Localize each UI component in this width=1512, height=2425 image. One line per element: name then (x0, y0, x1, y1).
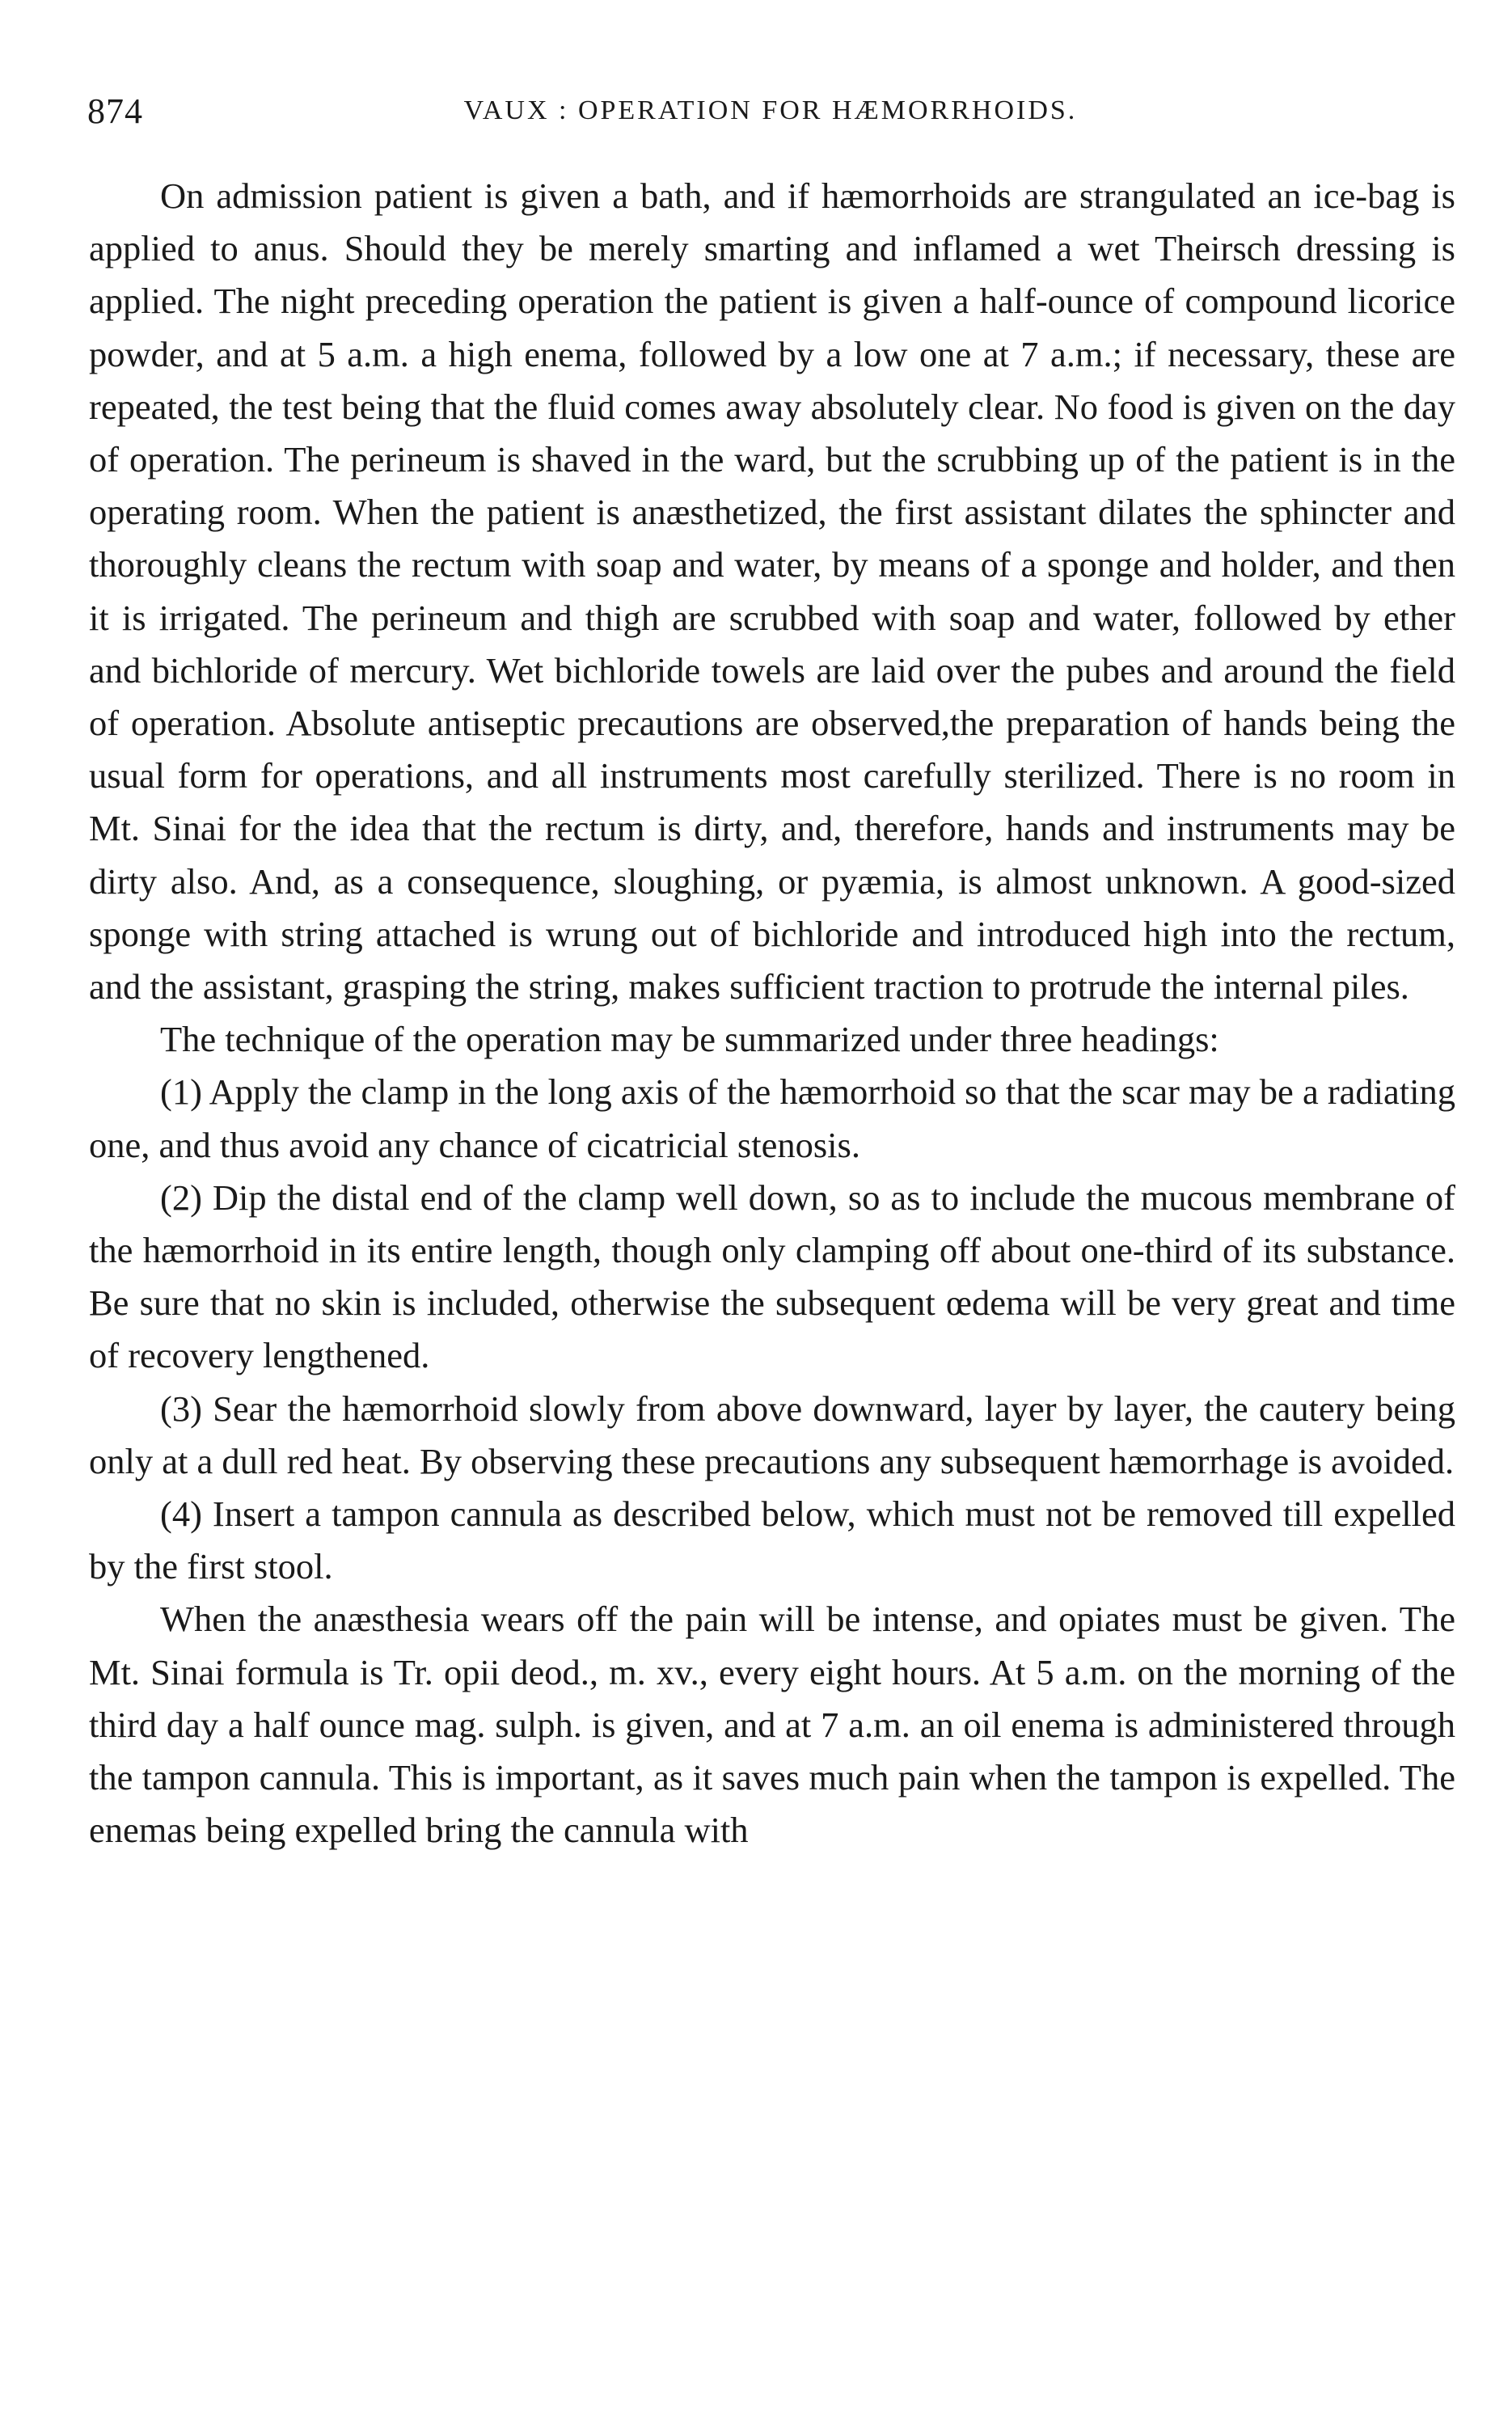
page-number: 874 (87, 91, 143, 131)
body-text (89, 170, 1455, 1857)
paragraph-step-2: (2) Dip the distal end of the clamp well down, so as to include the mucous membrane of the hæmorrhoid in its entire length, though only clamping off about one-third of its substance. Be sure that no skin is included, otherwise the subsequent œdema will be very great and time of recovery lengthened. (89, 1177, 1455, 1376)
paragraph-step-4: (4) Insert a tampon cannula as described below, which must not be removed till expelled by the first stool. (89, 1493, 1455, 1587)
paragraph-step-3: (3) Sear the hæmorrhoid slowly from above downward, layer by layer, the cautery being only at a dull red heat. By observing these precautions any subsequent hæmorrhage is avoided. (89, 1388, 1455, 1481)
running-head: VAUX : OPERATION FOR HÆMORRHOIDS. (463, 95, 1078, 125)
paragraph-technique-intro: The technique of the operation may be summarized under three headings: (160, 1019, 1219, 1060)
paragraph-admission-preparation: On admission patient is given a bath, and if hæmorrhoids are strangulated an ice-bag is applied to anus. Should they be merely smarting and inflamed a wet Theirsch dressing is applied. The night preceding operation the patient is given a half-ounce of compound licorice powder, and at 5 a.m. a high enema, followed by a low one at 7 a.m.; if necessary, these are repeated, the test being that the fluid comes away absolutely clear. No food is given on the day of operation. The perineum is shaved in the ward, but the scrubbing up of the patient is in the operating room. When the patient is anæsthetized, the first assistant dilates the sphincter and thoroughly cleans the rectum with soap and water, by means of a sponge and holder, and then it is irrigated. The perineum and thigh are scrubbed with soap and water, followed by ether and bichloride of mercury. Wet bichloride towels are laid over the pubes and around the field of operation. Absolute antiseptic precautions are observed,the preparation of hands being the usual form for operations, and all instruments most carefully sterilized. There is no room in Mt. Sinai for the idea that the rectum is dirty, and, therefore, hands and instruments may be dirty also. And, as a consequence, sloughing, or pyæmia, is almost unknown. A good-sized sponge with string attached is wrung out of bichloride and introduced high into the rectum, and the assistant, grasping the string, makes sufficient traction to protrude the internal piles. (89, 175, 1455, 1008)
page-header (87, 91, 1454, 139)
paragraph-step-1: (1) Apply the clamp in the long axis of the hæmorrhoid so that the scar may be a radiating one, and thus avoid any chance of cicatricial stenosis. (89, 1071, 1455, 1165)
paragraph-aftercare: When the anæsthesia wears off the pain will be intense, and opiates must be given. The Mt. Sinai formula is Tr. opii deod., m. xv., every eight hours. At 5 a.m. on the morning of the third day a half ounce mag. sulph. is given, and at 7 a.m. an oil enema is administered through the tampon cannula. This is important, as it saves much pain when the tampon is expelled. The enemas being expelled bring the cannula with (89, 1599, 1455, 1851)
